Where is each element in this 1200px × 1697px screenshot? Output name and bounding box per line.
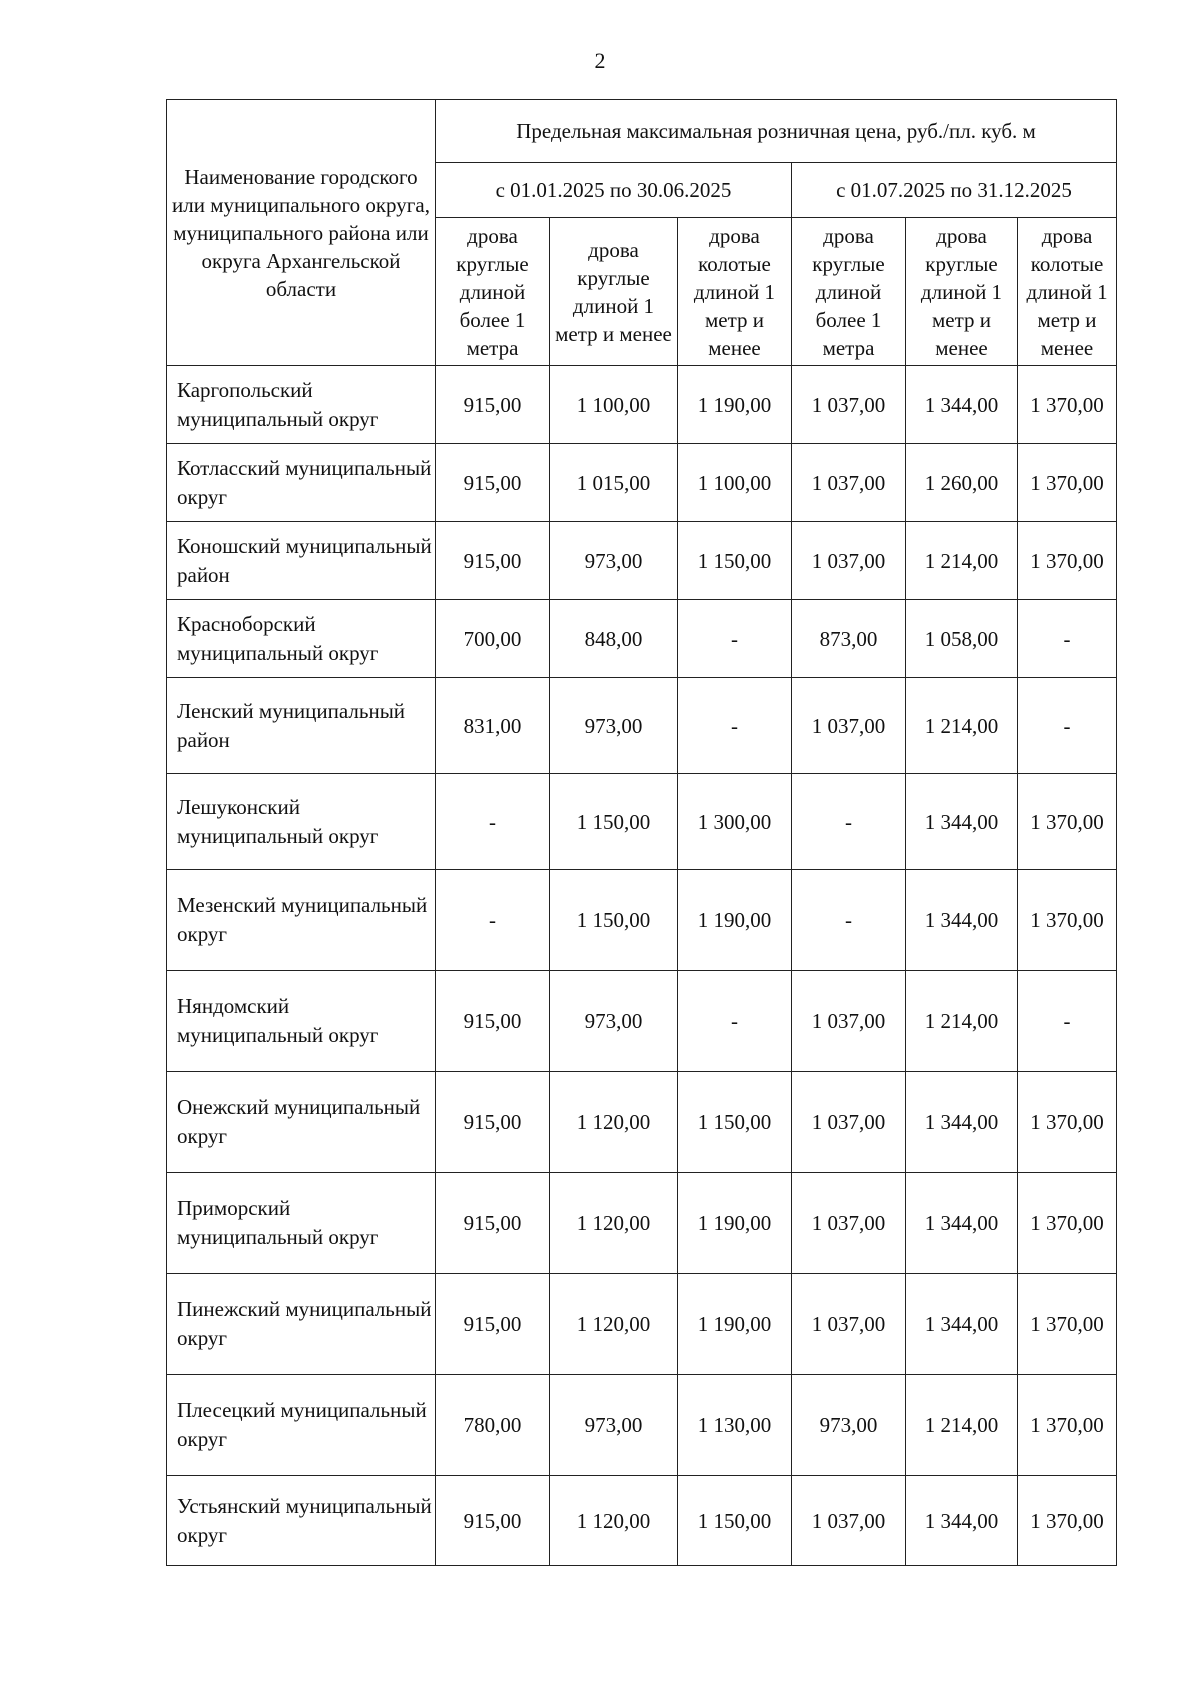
price-cell: 1 058,00 [906,600,1018,678]
table-row [167,678,1117,774]
price-cell: 1 214,00 [906,522,1018,600]
district-name-cell: Устьянский муниципальный округ [167,1476,436,1566]
district-name-cell: Онежский муниципальный округ [167,1072,436,1173]
price-cell: 831,00 [436,678,550,774]
price-cell: 973,00 [792,1375,906,1476]
page-number: 2 [594,48,606,73]
price-cell: 1 344,00 [906,1173,1018,1274]
price-cell: 915,00 [436,1173,550,1274]
district-name-cell: Приморский муниципальный округ [167,1173,436,1274]
price-cell: - [1018,600,1117,678]
table-row [167,870,1117,971]
table-row [167,522,1117,600]
header-period-2: с 01.07.2025 по 31.12.2025 [792,163,1117,218]
price-cell: 1 190,00 [678,1274,792,1375]
price-cell: 1 037,00 [792,1274,906,1375]
price-cell: 1 037,00 [792,1173,906,1274]
subheader-wood-type: дрова круглые длиной 1 метр и менее [906,218,1018,366]
price-cell: - [1018,971,1117,1072]
price-cell: 915,00 [436,1072,550,1173]
price-cell: 915,00 [436,444,550,522]
price-cell: 1 150,00 [550,774,678,870]
price-cell: - [678,600,792,678]
price-cell: 1 037,00 [792,971,906,1072]
table-row [167,1274,1117,1375]
table-row [167,971,1117,1072]
table-row [167,600,1117,678]
price-cell: 915,00 [436,522,550,600]
price-cell: 1 370,00 [1018,1476,1117,1566]
table-row [167,1072,1117,1173]
price-cell: 1 370,00 [1018,1072,1117,1173]
price-cell: 1 370,00 [1018,444,1117,522]
price-cell: 1 037,00 [792,366,906,444]
price-cell: 873,00 [792,600,906,678]
header-period-1: с 01.01.2025 по 30.06.2025 [436,163,792,218]
price-cell: 1 100,00 [550,366,678,444]
price-cell: 915,00 [436,1274,550,1375]
price-cell: 1 037,00 [792,1476,906,1566]
price-cell: 1 037,00 [792,1072,906,1173]
price-cell: 848,00 [550,600,678,678]
price-cell: - [792,870,906,971]
district-name-cell: Коношский муниципальный район [167,522,436,600]
price-cell: - [678,971,792,1072]
district-name-cell: Мезенский муниципальный округ [167,870,436,971]
table-row [167,366,1117,444]
header-max-price: Предельная максимальная розничная цена, руб./пл. куб. м [436,100,1117,163]
subheader-wood-type: дрова круглые длиной 1 метр и менее [550,218,678,366]
district-name-cell: Плесецкий муниципальный округ [167,1375,436,1476]
district-name-cell: Красноборский муниципальный округ [167,600,436,678]
price-cell: 1 190,00 [678,366,792,444]
price-cell: 1 344,00 [906,1072,1018,1173]
price-cell: 915,00 [436,971,550,1072]
price-cell: 1 370,00 [1018,1173,1117,1274]
price-cell: 973,00 [550,522,678,600]
price-cell: 700,00 [436,600,550,678]
price-cell: 1 150,00 [678,1476,792,1566]
price-cell: 780,00 [436,1375,550,1476]
price-cell: 1 037,00 [792,444,906,522]
district-name-cell: Каргопольский муниципальный округ [167,366,436,444]
header-district-name: Наименование городского или муниципального округа, муниципального района или округа Архангельской области [167,100,436,366]
table-row [167,1476,1117,1566]
price-cell: 973,00 [550,1375,678,1476]
price-cell: 1 344,00 [906,1476,1018,1566]
price-cell: - [1018,678,1117,774]
price-cell: 1 344,00 [906,870,1018,971]
price-cell: 1 370,00 [1018,870,1117,971]
price-cell: 1 037,00 [792,522,906,600]
price-cell: 915,00 [436,366,550,444]
price-cell: 1 150,00 [678,522,792,600]
price-cell: 1 120,00 [550,1173,678,1274]
price-cell: 1 100,00 [678,444,792,522]
district-name-cell: Ленский муниципальный район [167,678,436,774]
price-cell: 1 130,00 [678,1375,792,1476]
price-cell: 1 150,00 [550,870,678,971]
price-cell: 1 190,00 [678,870,792,971]
price-cell: 1 120,00 [550,1072,678,1173]
table-row [167,1173,1117,1274]
price-cell: 1 344,00 [906,774,1018,870]
price-cell: - [436,774,550,870]
price-cell: - [792,774,906,870]
subheader-wood-type: дрова круглые длиной более 1 метра [436,218,550,366]
subheader-wood-type: дрова круглые длиной более 1 метра [792,218,906,366]
price-cell: - [678,678,792,774]
district-name-cell: Пинежский муниципальный округ [167,1274,436,1375]
table-row [167,444,1117,522]
price-cell: 1 120,00 [550,1274,678,1375]
price-cell: 973,00 [550,971,678,1072]
price-cell: 1 190,00 [678,1173,792,1274]
price-cell: 1 370,00 [1018,774,1117,870]
price-cell: 1 120,00 [550,1476,678,1566]
district-name-cell: Лешуконский муниципальный округ [167,774,436,870]
price-cell: 1 214,00 [906,1375,1018,1476]
price-table [166,99,1117,1566]
price-cell: 1 214,00 [906,678,1018,774]
price-cell: 1 300,00 [678,774,792,870]
subheader-wood-type: дрова колотые длиной 1 метр и менее [678,218,792,366]
price-cell: 1 344,00 [906,366,1018,444]
table-row [167,1375,1117,1476]
price-cell: 915,00 [436,1476,550,1566]
price-cell: 1 037,00 [792,678,906,774]
price-cell: 1 370,00 [1018,522,1117,600]
subheader-wood-type: дрова колотые длиной 1 метр и менее [1018,218,1117,366]
price-cell: 973,00 [550,678,678,774]
price-cell: - [436,870,550,971]
price-cell: 1 370,00 [1018,366,1117,444]
price-cell: 1 150,00 [678,1072,792,1173]
price-cell: 1 214,00 [906,971,1018,1072]
table-row [167,774,1117,870]
price-cell: 1 370,00 [1018,1274,1117,1375]
price-cell: 1 260,00 [906,444,1018,522]
district-name-cell: Котласский муниципальный округ [167,444,436,522]
district-name-cell: Няндомский муниципальный округ [167,971,436,1072]
price-cell: 1 370,00 [1018,1375,1117,1476]
price-cell: 1 344,00 [906,1274,1018,1375]
price-cell: 1 015,00 [550,444,678,522]
